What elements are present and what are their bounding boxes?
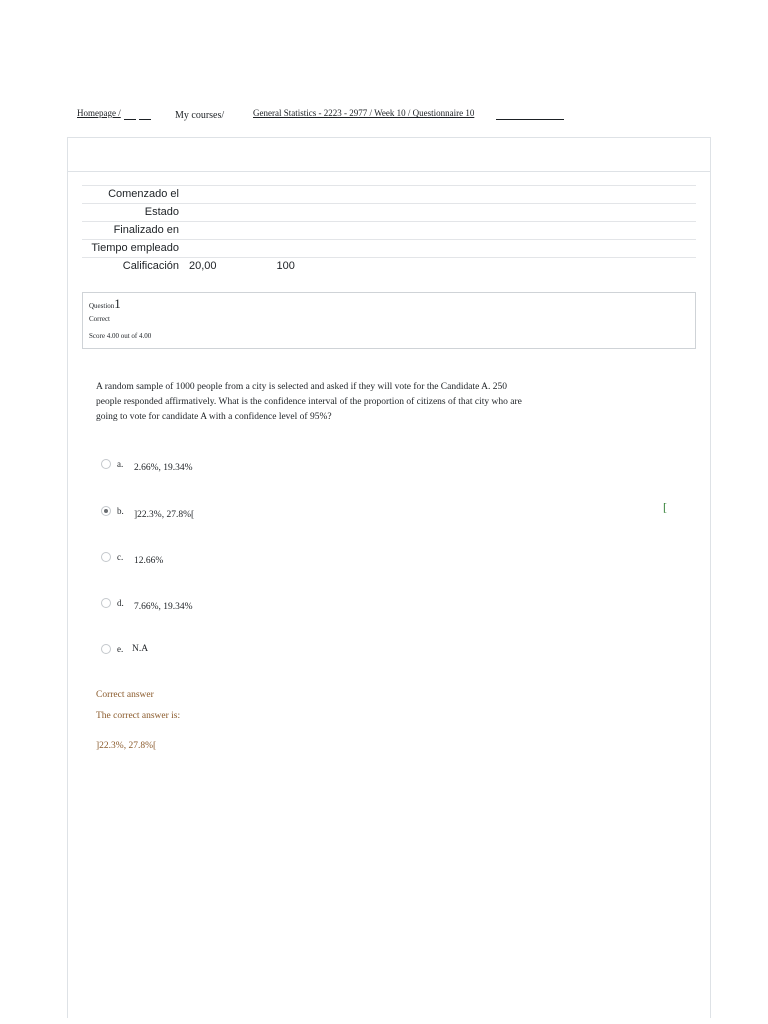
summary-label: Finalizado en — [113, 224, 179, 236]
answer-text: 2.66%, 19.34% — [134, 463, 193, 473]
summary-row-state — [82, 203, 696, 221]
breadcrumb-separator — [496, 119, 564, 120]
answer-letter: c. — [117, 552, 124, 562]
summary-value — [179, 240, 189, 257]
answer-letter: e. — [117, 644, 124, 654]
answer-text: 7.66%, 19.34% — [134, 602, 193, 612]
breadcrumb — [0, 106, 768, 126]
breadcrumb-course-link[interactable]: General Statistics - 2223 - 2977 / Week 10 / Questionnaire 10 — [253, 108, 475, 118]
answer-letter: a. — [117, 459, 124, 469]
question-number-value: 1 — [114, 296, 121, 311]
summary-grade-out-of: 100 — [276, 260, 295, 272]
feedback-correct-answer: ]22.3%, 27.8%[ — [96, 741, 157, 751]
summary-value — [179, 222, 189, 239]
summary-label: Estado — [144, 206, 179, 218]
radio-button[interactable] — [101, 506, 111, 516]
answer-letter: b. — [117, 506, 124, 516]
answer-text: 12.66% — [134, 556, 164, 566]
summary-value — [179, 204, 189, 221]
feedback-correct-is: The correct answer is: — [96, 711, 181, 721]
feedback-title: Correct answer — [96, 690, 154, 700]
radio-button[interactable] — [101, 459, 111, 469]
answer-text: ]22.3%, 27.8%[ — [134, 510, 195, 520]
correct-check-icon: [ — [663, 500, 667, 514]
summary-row-time-taken — [82, 239, 696, 257]
question-info-box — [82, 292, 696, 349]
question-prefix: Question — [89, 302, 115, 310]
summary-label: Calificación — [122, 260, 179, 272]
summary-row-finished — [82, 221, 696, 239]
question-state: Correct — [89, 315, 110, 323]
summary-value — [179, 186, 189, 203]
radio-button[interactable] — [101, 552, 111, 562]
summary-label: Tiempo empleado — [91, 242, 179, 254]
summary-label: Comenzado el — [108, 188, 179, 200]
answer-text: N.A — [132, 644, 149, 654]
card-header — [68, 138, 710, 172]
attempt-summary-table — [82, 185, 696, 275]
radio-button[interactable] — [101, 598, 111, 608]
breadcrumb-separator — [139, 119, 151, 120]
breadcrumb-home-link[interactable]: Homepage / — [77, 108, 121, 118]
breadcrumb-separator — [124, 119, 136, 120]
summary-grade-value: 20,00 — [189, 260, 217, 272]
question-text: A random sample of 1000 people from a city is selected and asked if they will vote for the Candidate A. 250 people responded affirmatively. What is the confidence interval of the proportion of citizens of that city who are going to vote for candidate A with a confidence level of 95%? — [96, 382, 522, 422]
summary-row-grade — [82, 257, 696, 275]
answer-letter: d. — [117, 598, 124, 608]
summary-row-started — [82, 185, 696, 203]
question-grade: Score 4.00 out of 4.00 — [89, 332, 152, 340]
question-number — [89, 296, 121, 312]
radio-button[interactable] — [101, 644, 111, 654]
breadcrumb-my-courses-link[interactable]: My courses/ — [175, 110, 225, 121]
